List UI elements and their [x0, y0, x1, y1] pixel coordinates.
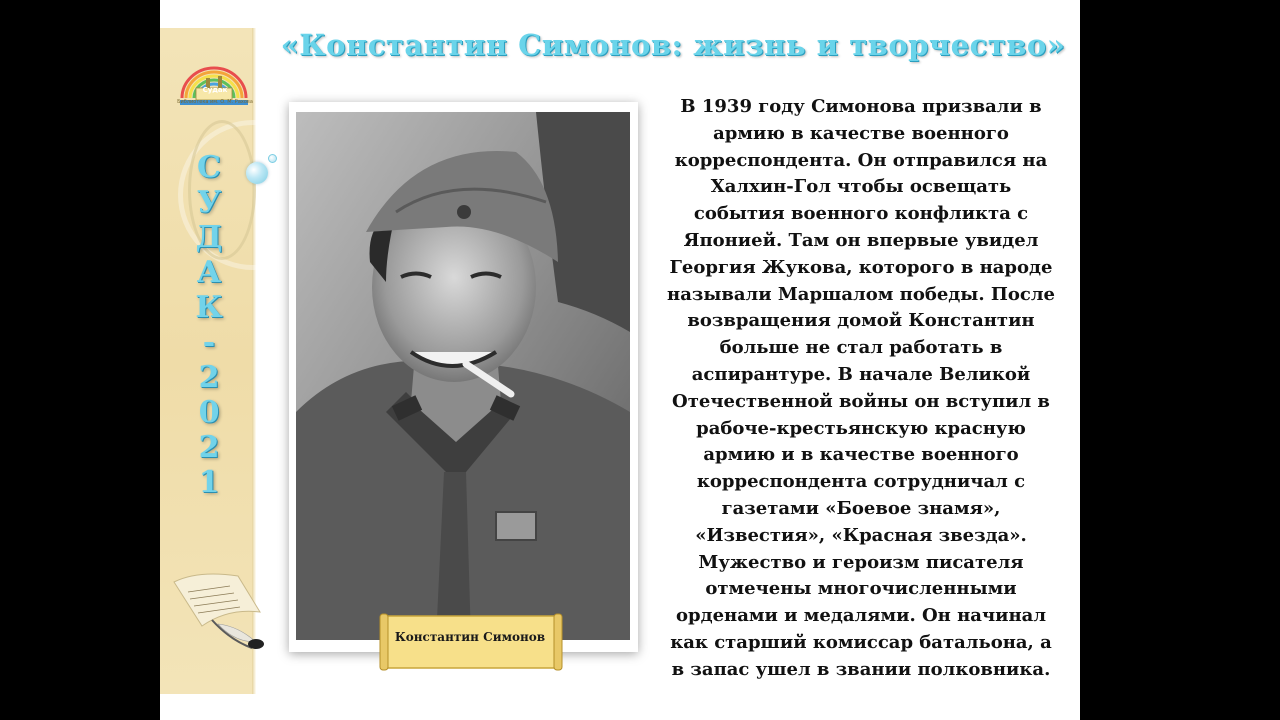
- logo-badge: Судак: [202, 86, 228, 94]
- text-line: «Известия», «Красная звезда».: [695, 524, 1027, 546]
- text-line: газетами «Боевое знамя»,: [721, 497, 1001, 519]
- text-line: Халхин-Гол чтобы освещать: [710, 176, 1012, 198]
- text-line: Георгия Жукова, которого в народе: [669, 256, 1053, 278]
- vertical-label: [194, 150, 224, 500]
- vertical-letter: К: [195, 290, 223, 325]
- portrait-photo: [296, 112, 630, 640]
- vertical-letter: С: [197, 150, 221, 185]
- text-line: Японией. Там он впервые увидел: [683, 229, 1039, 251]
- vertical-letter: 0: [198, 395, 220, 430]
- small-bubble-decoration: [268, 154, 277, 163]
- vertical-letter: 2: [198, 360, 220, 395]
- text-line: Отечественной войны он вступил в: [672, 390, 1050, 412]
- text-line: корреспондента сотрудничал с: [696, 471, 1026, 493]
- scroll-quill-decoration: [168, 562, 268, 652]
- vertical-letter: Д: [195, 220, 223, 255]
- text-line: называли Маршалом победы. После: [667, 283, 1055, 305]
- vertical-letter: 2: [198, 430, 220, 465]
- text-line: больше не стал работать в: [719, 337, 1003, 359]
- bubble-decoration: [246, 162, 268, 184]
- biography-text: [658, 94, 1064, 684]
- photo-caption: Константин Симонов: [394, 630, 546, 644]
- portrait-illustration: [296, 112, 630, 640]
- page-title: «Константин Симонов: жизнь и творчество»: [280, 28, 1066, 62]
- text-line: армию и в качестве военного: [703, 444, 1019, 466]
- text-line: Мужество и героизм писателя: [698, 551, 1024, 573]
- text-line: орденами и медалями. Он начинал: [675, 605, 1047, 627]
- logo-caption: Библиотека им. О. М. Рахова: [177, 99, 253, 105]
- text-line: В 1939 году Симонова призвали в: [680, 96, 1042, 117]
- text-line: как старший комиссар батальона, а: [670, 631, 1052, 653]
- slide: [160, 0, 1080, 720]
- text-line: события военного конфликта с: [693, 203, 1029, 225]
- vertical-letter: 1: [198, 465, 220, 500]
- text-line: возвращения домой Константин: [687, 310, 1035, 332]
- text-line: корреспондента. Он отправился на: [674, 149, 1048, 171]
- text-line: армию в качестве военного: [713, 122, 1009, 144]
- vertical-letter: А: [196, 255, 222, 290]
- vertical-letter: У: [196, 185, 222, 220]
- text-line: отмечены многочисленными: [705, 578, 1017, 600]
- text-line: в запас ушел в звании полковника.: [671, 658, 1051, 680]
- vertical-letter: -: [202, 325, 216, 360]
- text-line: рабоче-крестьянскую красную: [696, 417, 1026, 439]
- text-line: аспирантуре. В начале Великой: [691, 363, 1031, 385]
